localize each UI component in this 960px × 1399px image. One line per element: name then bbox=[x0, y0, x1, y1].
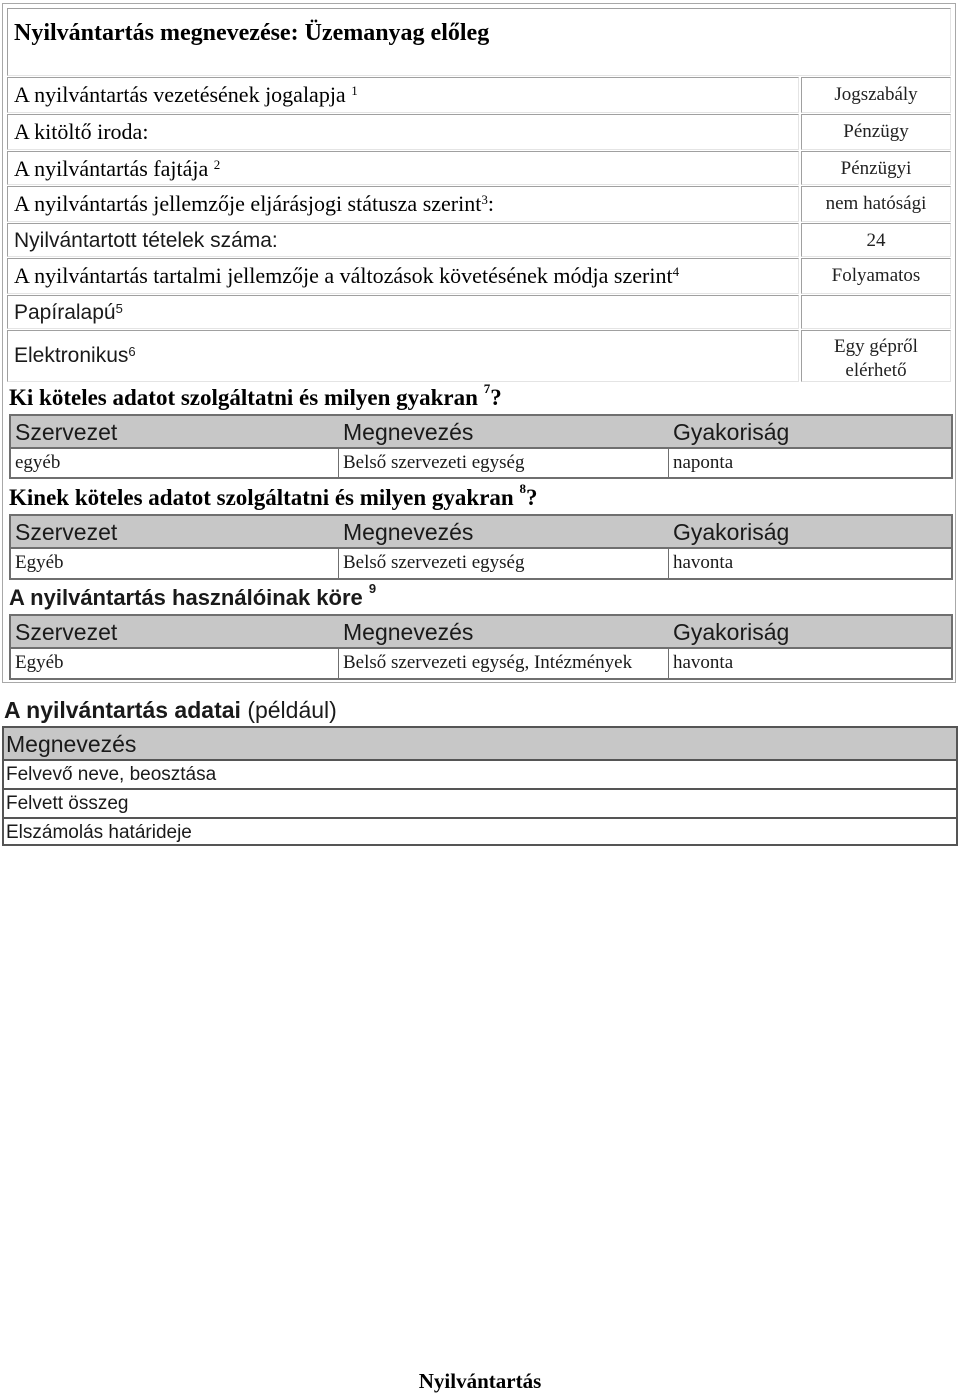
cell-name: Belső szervezeti egység bbox=[339, 549, 669, 578]
list-item: Felvett összeg bbox=[4, 790, 956, 819]
col-header-organization: Szervezet bbox=[15, 519, 118, 545]
register-type-label: A nyilvántartás fajtája $^2$ bbox=[7, 151, 799, 185]
table-header-row bbox=[11, 416, 951, 449]
content-characteristic-label: A nyilvántartás tartalmi jellemzője a változások követésének módja szerint$^4$ bbox=[7, 258, 799, 294]
table-row bbox=[11, 449, 951, 477]
procedural-status-value: nem hatósági bbox=[801, 186, 951, 222]
col-header-frequency: Gyakoriság bbox=[673, 619, 790, 645]
section-recipients-title: Kinek köteles adatot szolgáltatni és milyen gyakran $^8$? bbox=[9, 481, 538, 510]
paper-based-label: Papíralapú$^5$ bbox=[7, 295, 799, 329]
register-type-value: Pénzügyi bbox=[801, 151, 951, 185]
recipients-table bbox=[9, 514, 953, 580]
cell-frequency: havonta bbox=[673, 652, 734, 673]
office-label: A kitöltő iroda: bbox=[7, 114, 799, 150]
content-characteristic-value: Folyamatos bbox=[801, 258, 951, 294]
col-header-organization: Szervezet bbox=[15, 419, 118, 445]
item-count-value: 24 bbox=[801, 223, 951, 257]
cell-name: Belső szervezeti egység bbox=[339, 449, 669, 477]
table-header-row bbox=[11, 516, 951, 549]
table-header-row bbox=[11, 616, 951, 649]
cell-frequency: havonta bbox=[673, 552, 734, 573]
cell-organization: Egyéb bbox=[11, 649, 339, 678]
users-table bbox=[9, 614, 953, 680]
register-title: Nyilvántartás megnevezése: Üzemanyag előleg bbox=[7, 8, 951, 76]
cell-frequency: naponta bbox=[673, 452, 734, 473]
procedural-status-label: A nyilvántartás jellemzője eljárásjogi státusza szerint$^3$: bbox=[7, 186, 799, 222]
list-item: Felvevő neve, beosztása bbox=[4, 761, 956, 790]
col-header-name: Megnevezés bbox=[343, 419, 474, 445]
legal-basis-value: Jogszabály bbox=[801, 77, 951, 113]
section-suppliers-title: Ki köteles adatot szolgáltatni és milyen gyakran $^7$? bbox=[9, 381, 502, 410]
data-items-table bbox=[2, 726, 958, 846]
suppliers-table bbox=[9, 414, 953, 479]
cell-organization: Egyéb bbox=[11, 549, 339, 578]
cell-organization: egyéb bbox=[11, 449, 339, 477]
electronic-label: Elektronikus$^6$ bbox=[7, 330, 799, 382]
data-section-title: A nyilvántartás adatai (például) bbox=[4, 697, 337, 723]
legal-basis-label: A nyilvántartás vezetésének jogalapja $^1$ bbox=[7, 77, 799, 113]
table-row bbox=[11, 649, 951, 678]
page-footer: Nyilvántartás bbox=[418, 1369, 542, 1393]
col-header-organization: Szervezet bbox=[15, 619, 118, 645]
item-count-label: Nyilvántartott tételek száma: bbox=[7, 223, 799, 257]
col-header-frequency: Gyakoriság bbox=[673, 419, 790, 445]
list-item: Elszámolás határideje bbox=[6, 822, 192, 843]
electronic-value: Egy gépről elérhető bbox=[801, 330, 951, 382]
col-header-frequency: Gyakoriság bbox=[673, 519, 790, 545]
data-items-header: Megnevezés bbox=[4, 728, 956, 761]
paper-based-value bbox=[801, 295, 951, 329]
col-header-name: Megnevezés bbox=[343, 519, 474, 545]
register-form bbox=[2, 3, 956, 683]
office-value: Pénzügy bbox=[801, 114, 951, 150]
section-users-title: A nyilvántartás használóinak köre $^9$ bbox=[9, 581, 377, 610]
col-header-name: Megnevezés bbox=[343, 619, 474, 645]
cell-name: Belső szervezeti egység, Intézmények bbox=[339, 649, 669, 678]
table-row bbox=[11, 549, 951, 578]
